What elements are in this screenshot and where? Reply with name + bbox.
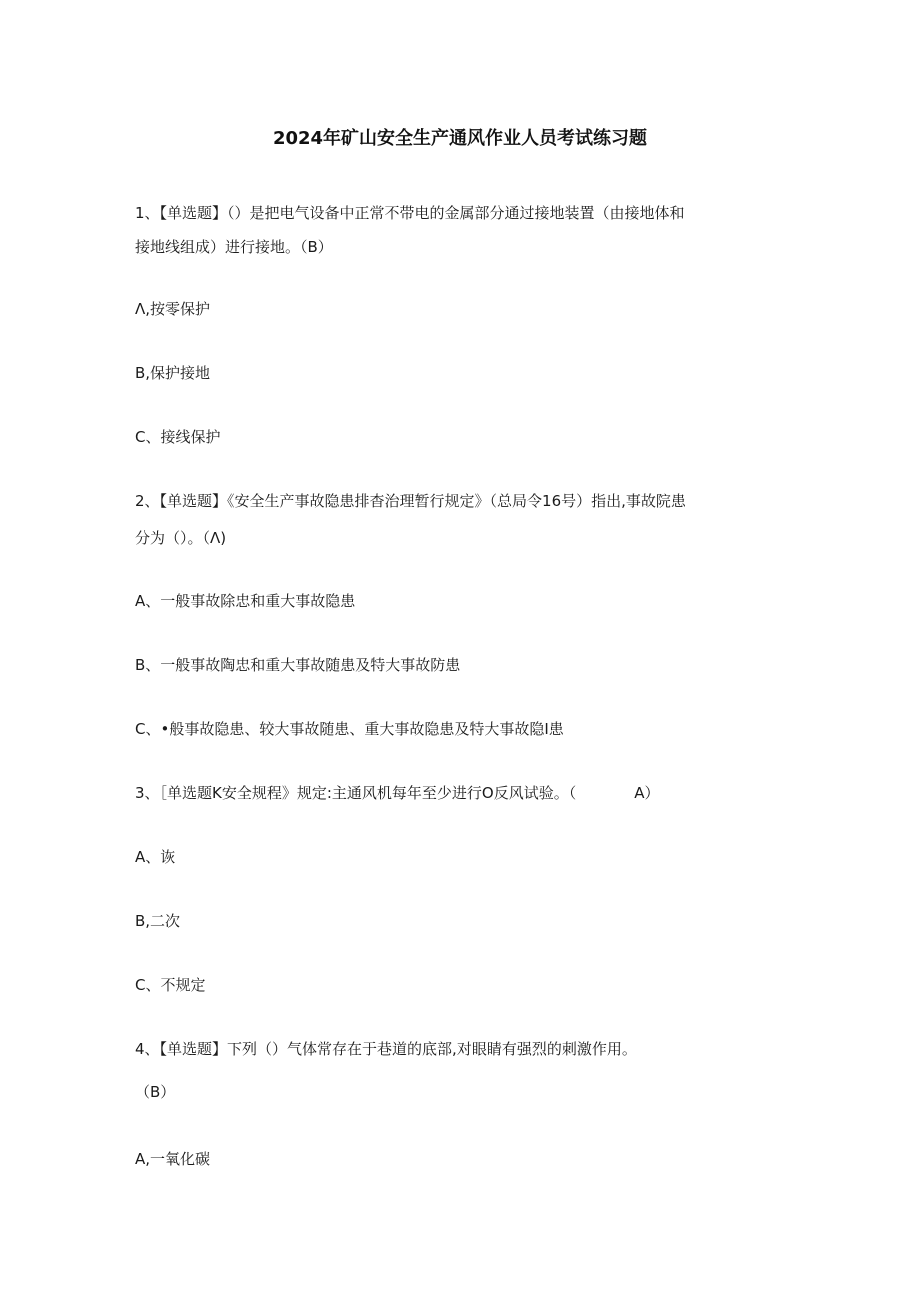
question-2-stem-line-2: 分为（）。（Λ)	[135, 529, 227, 547]
question-4-option-a: A,一氧化碳	[135, 1150, 211, 1168]
question-3-stem-line-1	[135, 782, 660, 804]
question-3-answer: A）	[634, 784, 660, 802]
question-3-stem-text: 3、［单选题K安全规程》规定:主通风机每年至少进行O反风试验。（	[135, 784, 577, 802]
question-4-stem-line-2: （B）	[135, 1083, 176, 1101]
question-2-option-b: B、一般事故陶忠和重大事故随患及特大事故防患	[135, 656, 461, 674]
question-1-option-b: B,保护接地	[135, 364, 211, 382]
question-3-option-a: A、诙	[135, 848, 176, 866]
question-3-option-c: C、不规定	[135, 976, 206, 994]
question-4-stem-line-1: 4、【单选题】下列（）气体常存在于巷道的底部,对眼睛有强烈的刺激作用。	[135, 1040, 637, 1058]
question-1-option-c: C、接线保护	[135, 428, 221, 446]
question-2-option-a: A、一般事故除忠和重大事故隐患	[135, 592, 356, 610]
question-1-stem-line-1: 1、【单选题】（）是把电气设备中正常不带电的金属部分通过接地装置（由接地体和	[135, 204, 685, 222]
page-title: 2024年矿山安全生产通风作业人员考试练习题	[272, 128, 648, 149]
question-1-stem-line-2: 接地线组成）进行接地。（B）	[135, 238, 333, 256]
question-3-option-b: B,二次	[135, 912, 181, 930]
question-2-stem-line-1: 2、【单选题】《安全生产事故隐患排杳治理暂行规定》（总局令16号）指出,事故院患	[135, 492, 686, 510]
question-2-option-c: C、•般事故隐患、较大事故随患、重大事故隐患及特大事故隐I患	[135, 720, 564, 738]
question-1-option-a: Λ,按零保护	[135, 300, 211, 318]
